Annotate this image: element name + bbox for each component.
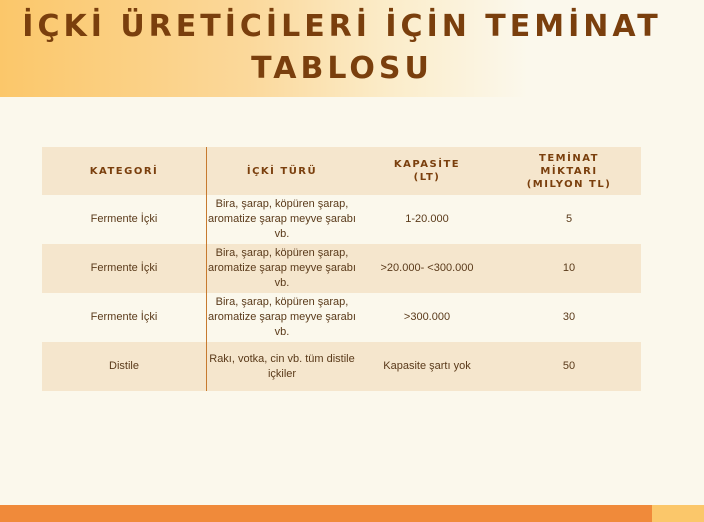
cell-capacity: >20.000- <300.000 [380,262,474,274]
table-row [42,293,641,342]
header-capacity: KAPASİTE (LT) [393,159,461,183]
cell-drink-type: Bira, şarap, köpüren şarap, aromatize şarap meyve şarabı vb. [207,244,358,293]
cell-drink-type: Bira, şarap, köpüren şarap, aromatize şarap meyve şarabı vb. [207,293,358,342]
header-category: KATEGORİ [89,165,159,177]
bottom-accent-bar [0,505,652,522]
cell-drink-type: Bira, şarap, köpüren şarap, aromatize şarap meyve şarabı vb. [207,195,358,244]
cell-category: Fermente İçki [90,311,158,323]
title-line-1: İÇKİ ÜRETİCİLERİ İÇİN TEMİNAT [22,9,662,44]
cell-category: Fermente İçki [90,213,158,225]
bottom-corner-accent [652,505,704,522]
header-guarantee-amount: TEMİNAT MİKTARI (MILYON TL) [526,152,612,190]
cell-guarantee: 5 [565,213,573,225]
cell-capacity: Kapasite şartı yok [383,360,471,372]
page-title [0,6,684,90]
guarantee-table [42,147,642,391]
cell-capacity: >300.000 [403,311,451,323]
cell-category: Fermente İçki [90,262,158,274]
cell-category: Distile [109,360,139,372]
cell-guarantee: 30 [562,311,576,323]
table-header-row [42,147,641,195]
table-row [42,195,641,244]
table-row [42,244,641,293]
table-row [42,342,641,391]
header-drink-type: İÇKİ TÜRÜ [207,147,358,195]
cell-capacity: 1-20.000 [405,213,449,225]
title-line-2: TABLOSU [251,51,433,86]
cell-guarantee: 50 [562,360,576,372]
cell-guarantee: 10 [562,262,576,274]
cell-drink-type: Rakı, votka, cin vb. tüm distile içkiler [207,342,358,391]
